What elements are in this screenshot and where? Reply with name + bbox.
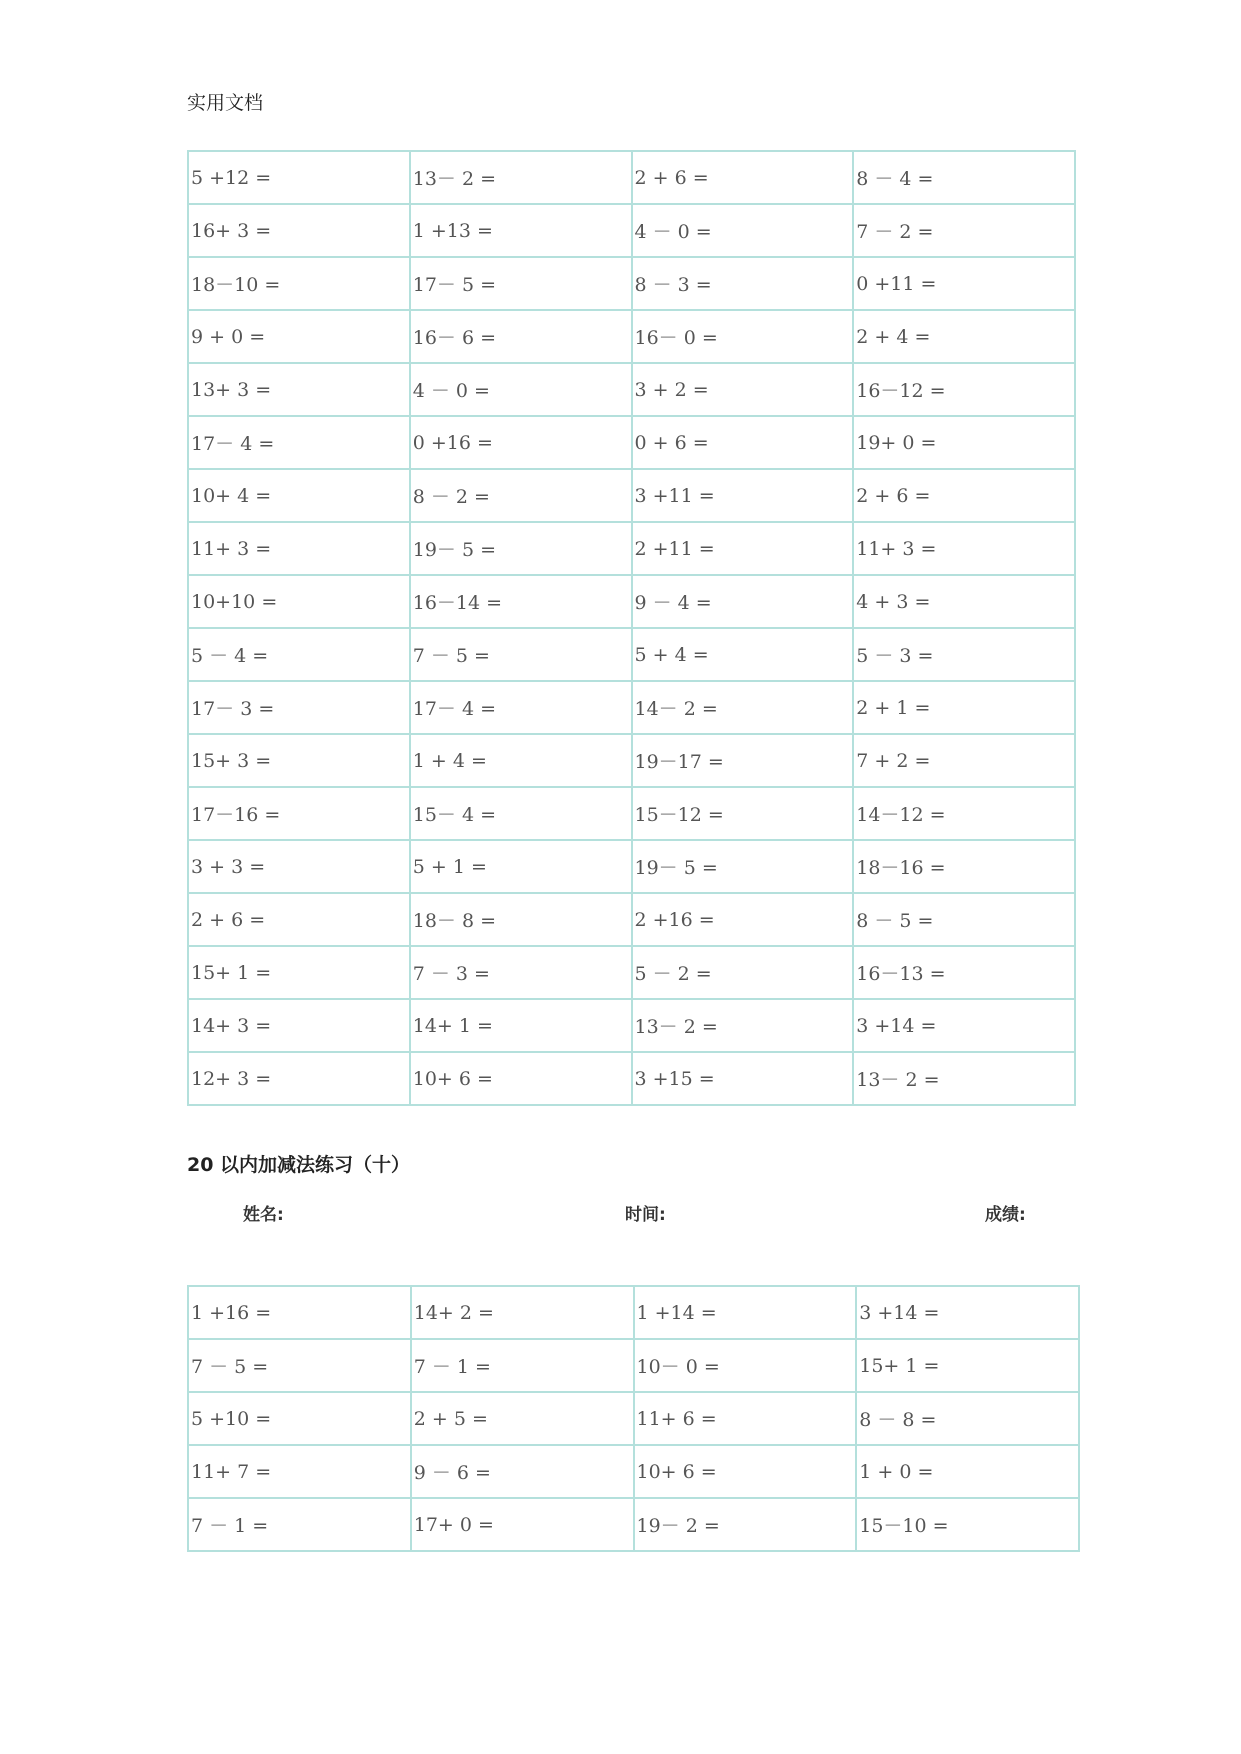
problem-cell: 8 － 4 = bbox=[853, 151, 1075, 204]
table-row bbox=[188, 999, 1075, 1052]
problem-cell: 13－ 2 = bbox=[410, 151, 632, 204]
problem-cell: 19－ 5 = bbox=[632, 840, 854, 893]
problem-cell: 2 + 4 = bbox=[853, 310, 1075, 363]
problem-cell: 5 + 1 = bbox=[410, 840, 632, 893]
problem-cell: 11+ 6 = bbox=[634, 1392, 857, 1445]
problem-cell: 10+ 4 = bbox=[188, 469, 410, 522]
table-row bbox=[188, 1339, 1079, 1392]
problem-cell: 10+ 6 = bbox=[634, 1445, 857, 1498]
problem-cell: 18－16 = bbox=[853, 840, 1075, 893]
problem-cell: 3 + 2 = bbox=[632, 363, 854, 416]
table-row bbox=[188, 416, 1075, 469]
problem-cell: 7 － 5 = bbox=[410, 628, 632, 681]
table-row bbox=[188, 787, 1075, 840]
table-row bbox=[188, 734, 1075, 787]
header-note: 实用文档 bbox=[187, 92, 264, 114]
worksheet-table-2 bbox=[187, 1285, 1080, 1552]
problem-cell: 15+ 3 = bbox=[188, 734, 410, 787]
problem-cell: 2 + 6 = bbox=[188, 893, 410, 946]
problem-cell: 5 － 2 = bbox=[632, 946, 854, 999]
table-row bbox=[188, 1445, 1079, 1498]
problem-cell: 5 + 4 = bbox=[632, 628, 854, 681]
problem-cell: 2 + 6 = bbox=[853, 469, 1075, 522]
problem-cell: 1 +13 = bbox=[410, 204, 632, 257]
table-row bbox=[188, 840, 1075, 893]
problem-cell: 1 +14 = bbox=[634, 1286, 857, 1339]
table-row bbox=[188, 1392, 1079, 1445]
problem-cell: 19－17 = bbox=[632, 734, 854, 787]
table-row bbox=[188, 575, 1075, 628]
problem-cell: 9 + 0 = bbox=[188, 310, 410, 363]
time-label: 时间: bbox=[625, 1205, 666, 1225]
problem-cell: 9 － 6 = bbox=[411, 1445, 634, 1498]
problem-cell: 15－10 = bbox=[856, 1498, 1079, 1551]
problem-cell: 14－12 = bbox=[853, 787, 1075, 840]
problem-cell: 11+ 7 = bbox=[188, 1445, 411, 1498]
problem-cell: 8 － 3 = bbox=[632, 257, 854, 310]
problem-cell: 15+ 1 = bbox=[188, 946, 410, 999]
problem-cell: 15+ 1 = bbox=[856, 1339, 1079, 1392]
problem-cell: 13+ 3 = bbox=[188, 363, 410, 416]
problem-cell: 16－12 = bbox=[853, 363, 1075, 416]
problem-cell: 3 +14 = bbox=[856, 1286, 1079, 1339]
problem-cell: 16－14 = bbox=[410, 575, 632, 628]
table-row bbox=[188, 1052, 1075, 1105]
table-row bbox=[188, 310, 1075, 363]
problem-cell: 17－ 3 = bbox=[188, 681, 410, 734]
problem-cell: 11+ 3 = bbox=[188, 522, 410, 575]
problem-cell: 1 + 4 = bbox=[410, 734, 632, 787]
table-row bbox=[188, 363, 1075, 416]
problem-cell: 10－ 0 = bbox=[634, 1339, 857, 1392]
problem-cell: 10+ 6 = bbox=[410, 1052, 632, 1105]
problem-cell: 5 － 4 = bbox=[188, 628, 410, 681]
table-row bbox=[188, 151, 1075, 204]
problem-cell: 13－ 2 = bbox=[853, 1052, 1075, 1105]
problem-cell: 14+ 3 = bbox=[188, 999, 410, 1052]
problem-cell: 16－ 0 = bbox=[632, 310, 854, 363]
problem-cell: 16－ 6 = bbox=[410, 310, 632, 363]
problem-cell: 3 + 3 = bbox=[188, 840, 410, 893]
problem-cell: 4 － 0 = bbox=[410, 363, 632, 416]
problem-cell: 7 + 2 = bbox=[853, 734, 1075, 787]
problem-cell: 10+10 = bbox=[188, 575, 410, 628]
table-row bbox=[188, 257, 1075, 310]
table-row bbox=[188, 1286, 1079, 1339]
problem-cell: 17－ 4 = bbox=[188, 416, 410, 469]
problem-cell: 1 +16 = bbox=[188, 1286, 411, 1339]
problem-cell: 7 － 1 = bbox=[411, 1339, 634, 1392]
table-row bbox=[188, 946, 1075, 999]
problem-cell: 19+ 0 = bbox=[853, 416, 1075, 469]
table-row bbox=[188, 681, 1075, 734]
problem-cell: 19－ 2 = bbox=[634, 1498, 857, 1551]
problem-cell: 5 +12 = bbox=[188, 151, 410, 204]
score-label: 成绩: bbox=[985, 1205, 1026, 1225]
problem-cell: 2 + 1 = bbox=[853, 681, 1075, 734]
table-row bbox=[188, 1498, 1079, 1551]
problem-cell: 7 － 1 = bbox=[188, 1498, 411, 1551]
problem-cell: 7 － 5 = bbox=[188, 1339, 411, 1392]
table-row bbox=[188, 469, 1075, 522]
section-title: 20 以内加减法练习（十） bbox=[187, 1154, 411, 1176]
problem-cell: 0 +16 = bbox=[410, 416, 632, 469]
problem-cell: 8 － 5 = bbox=[853, 893, 1075, 946]
problem-cell: 0 +11 = bbox=[853, 257, 1075, 310]
table-row bbox=[188, 204, 1075, 257]
problem-cell: 17+ 0 = bbox=[411, 1498, 634, 1551]
problem-cell: 3 +14 = bbox=[853, 999, 1075, 1052]
problem-cell: 11+ 3 = bbox=[853, 522, 1075, 575]
problem-cell: 2 + 6 = bbox=[632, 151, 854, 204]
problem-cell: 12+ 3 = bbox=[188, 1052, 410, 1105]
problem-cell: 5 － 3 = bbox=[853, 628, 1075, 681]
problem-cell: 2 +11 = bbox=[632, 522, 854, 575]
table-row bbox=[188, 628, 1075, 681]
problem-cell: 16+ 3 = bbox=[188, 204, 410, 257]
problem-cell: 7 － 2 = bbox=[853, 204, 1075, 257]
problem-cell: 17－ 5 = bbox=[410, 257, 632, 310]
problem-cell: 1 + 0 = bbox=[856, 1445, 1079, 1498]
name-label: 姓名: bbox=[243, 1205, 284, 1225]
problem-cell: 4 + 3 = bbox=[853, 575, 1075, 628]
problem-cell: 14－ 2 = bbox=[632, 681, 854, 734]
problem-cell: 8 － 2 = bbox=[410, 469, 632, 522]
problem-cell: 5 +10 = bbox=[188, 1392, 411, 1445]
problem-cell: 13－ 2 = bbox=[632, 999, 854, 1052]
problem-cell: 14+ 1 = bbox=[410, 999, 632, 1052]
problem-cell: 2 + 5 = bbox=[411, 1392, 634, 1445]
table-row bbox=[188, 522, 1075, 575]
problem-cell: 4 － 0 = bbox=[632, 204, 854, 257]
problem-cell: 17－ 4 = bbox=[410, 681, 632, 734]
problem-cell: 3 +11 = bbox=[632, 469, 854, 522]
worksheet-table-1 bbox=[187, 150, 1076, 1106]
problem-cell: 0 + 6 = bbox=[632, 416, 854, 469]
problem-cell: 9 － 4 = bbox=[632, 575, 854, 628]
problem-cell: 17－16 = bbox=[188, 787, 410, 840]
problem-cell: 7 － 3 = bbox=[410, 946, 632, 999]
problem-cell: 18－ 8 = bbox=[410, 893, 632, 946]
problem-cell: 3 +15 = bbox=[632, 1052, 854, 1105]
problem-cell: 15－ 4 = bbox=[410, 787, 632, 840]
problem-cell: 18－10 = bbox=[188, 257, 410, 310]
problem-cell: 16－13 = bbox=[853, 946, 1075, 999]
problem-cell: 19－ 5 = bbox=[410, 522, 632, 575]
problem-cell: 15－12 = bbox=[632, 787, 854, 840]
table-row bbox=[188, 893, 1075, 946]
problem-cell: 2 +16 = bbox=[632, 893, 854, 946]
problem-cell: 14+ 2 = bbox=[411, 1286, 634, 1339]
problem-cell: 8 － 8 = bbox=[856, 1392, 1079, 1445]
